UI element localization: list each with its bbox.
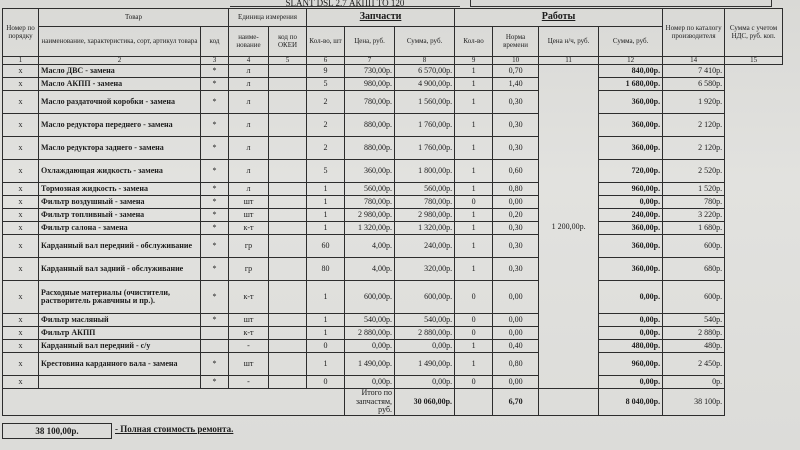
parts-price: 780,00р. [345,91,395,114]
works-qty: 1 [455,222,493,235]
works-sum: 960,00р. [599,353,663,376]
parts-price: 540,00р. [345,314,395,327]
hdr-unit-name: наиме- нование [229,27,269,57]
works-sum: 360,00р. [599,258,663,281]
hdr-parts-sum: Сумма, руб. [395,27,455,57]
total-amount: 38 100,00р. [2,423,112,439]
works-qty: 1 [455,160,493,183]
row-marker: х [3,160,39,183]
works-sum: 360,00р. [599,114,663,137]
works-sum: 1 680,00р. [599,78,663,91]
vat-total: 0р. [663,376,725,389]
works-qty: 1 [455,114,493,137]
works-qty: 1 [455,78,493,91]
vat-total: 680р. [663,258,725,281]
works-sum: 360,00р. [599,91,663,114]
hdr-works-norm: Норма времени [493,27,539,57]
item-code: * [201,114,229,137]
row-marker: х [3,376,39,389]
totals-norm-sum: 6,70 [493,389,539,415]
totals-grand: 38 100р. [663,389,725,415]
parts-qty: 1 [307,209,345,222]
item-name: Охлаждающая жидкость - замена [39,160,201,183]
item-code: * [201,196,229,209]
works-norm: 0,00 [493,376,539,389]
item-okei [269,183,307,196]
item-unit: шт [229,353,269,376]
works-sum: 0,00р. [599,327,663,340]
parts-qty: 1 [307,222,345,235]
item-unit: шт [229,314,269,327]
item-unit: - [229,376,269,389]
parts-qty: 1 [307,196,345,209]
column-number: 15 [725,57,783,65]
item-name: Крестовина карданного вала - замена [39,353,201,376]
item-name: Фильтр салона - замена [39,222,201,235]
item-name: Карданный вал задний - обслуживание [39,258,201,281]
parts-qty: 0 [307,376,345,389]
vat-total: 780р. [663,196,725,209]
item-okei [269,65,307,78]
parts-qty: 2 [307,91,345,114]
vat-total: 480р. [663,340,725,353]
parts-sum: 4 900,00р. [395,78,455,91]
item-code: * [201,160,229,183]
column-number: 9 [455,57,493,65]
works-norm: 0,00 [493,327,539,340]
column-numbers-row [3,57,783,65]
parts-qty: 2 [307,114,345,137]
parts-sum: 1 760,00р. [395,137,455,160]
item-code: * [201,137,229,160]
works-qty: 0 [455,196,493,209]
works-sum: 480,00р. [599,340,663,353]
parts-qty: 5 [307,78,345,91]
works-sum: 840,00р. [599,65,663,78]
works-sum: 0,00р. [599,376,663,389]
vat-total: 2 880р. [663,327,725,340]
parts-price: 980,00р. [345,78,395,91]
column-number: 6 [307,57,345,65]
column-number: 3 [201,57,229,65]
item-code: * [201,91,229,114]
item-okei [269,340,307,353]
parts-sum: 1 560,00р. [395,91,455,114]
parts-price: 730,00р. [345,65,395,78]
item-name [39,376,201,389]
row-marker: х [3,91,39,114]
item-unit: л [229,183,269,196]
totals-label: Итого по запчастям, руб. [345,389,395,415]
parts-price: 880,00р. [345,137,395,160]
item-unit: шт [229,196,269,209]
item-code: * [201,183,229,196]
works-qty: 1 [455,209,493,222]
column-number: 10 [493,57,539,65]
works-norm: 0,40 [493,340,539,353]
table-row [3,91,783,114]
hdr-parts: Запчасти [307,9,455,27]
table-row [3,235,783,258]
table-row [3,340,783,353]
item-code [201,340,229,353]
row-marker: х [3,281,39,314]
column-number: 1 [3,57,39,65]
parts-price: 560,00р. [345,183,395,196]
item-unit: - [229,340,269,353]
top-header-strip [0,0,800,8]
item-okei [269,235,307,258]
works-norm: 0,00 [493,196,539,209]
parts-qty: 1 [307,281,345,314]
vat-total: 2 450р. [663,353,725,376]
parts-sum: 0,00р. [395,376,455,389]
vat-total: 600р. [663,281,725,314]
item-name: Карданный вал передний - обслуживание [39,235,201,258]
works-qty: 1 [455,235,493,258]
parts-sum: 1 490,00р. [395,353,455,376]
item-code: * [201,222,229,235]
item-code: * [201,235,229,258]
row-marker: х [3,327,39,340]
item-name: Фильтр масляный [39,314,201,327]
works-sum: 0,00р. [599,281,663,314]
parts-qty: 1 [307,327,345,340]
item-name: Масло раздаточной коробки - замена [39,91,201,114]
table-row [3,78,783,91]
item-unit: л [229,114,269,137]
item-okei [269,258,307,281]
hourly-rate: 1 200,00р. [539,65,599,389]
row-marker: х [3,137,39,160]
works-sum: 360,00р. [599,235,663,258]
row-marker: х [3,114,39,137]
total-caption: - Полная стоимость ремонта. [115,424,234,434]
item-code: * [201,209,229,222]
works-qty: 0 [455,281,493,314]
item-name: Фильтр АКПП [39,327,201,340]
footer [2,421,800,441]
item-name: Фильтр топливный - замена [39,209,201,222]
column-number: 2 [39,57,201,65]
works-qty: 1 [455,258,493,281]
parts-qty: 0 [307,340,345,353]
item-okei [269,376,307,389]
row-marker: х [3,258,39,281]
works-qty: 1 [455,91,493,114]
works-norm: 0,80 [493,183,539,196]
hdr-product-name: наименование, характеристика, сорт, артикул товара [39,27,201,57]
parts-qty: 1 [307,314,345,327]
table-row [3,258,783,281]
vat-total: 2 520р. [663,160,725,183]
works-norm: 0,00 [493,281,539,314]
works-norm: 0,20 [493,209,539,222]
parts-sum: 780,00р. [395,196,455,209]
repair-estimate-table [2,8,783,416]
item-code: * [201,258,229,281]
parts-price: 2 880,00р. [345,327,395,340]
item-okei [269,209,307,222]
hdr-vat-sum: Сумма с учетом НДС, руб. коп. [725,9,783,57]
hdr-works: Работы [455,9,663,27]
table-row [3,281,783,314]
works-qty: 1 [455,137,493,160]
table-row [3,314,783,327]
works-norm: 0,30 [493,91,539,114]
row-marker: х [3,314,39,327]
item-okei [269,91,307,114]
vat-total: 6 580р. [663,78,725,91]
column-number: 11 [539,57,599,65]
hdr-product: Товар [39,9,229,27]
item-unit: гр [229,235,269,258]
column-number: 14 [663,57,725,65]
column-number: 7 [345,57,395,65]
works-norm: 0,30 [493,222,539,235]
row-marker: х [3,235,39,258]
totals-spacer [3,389,345,415]
table-row [3,160,783,183]
works-norm: 0,70 [493,65,539,78]
item-code: * [201,353,229,376]
table-row [3,196,783,209]
parts-qty: 1 [307,183,345,196]
table-row [3,137,783,160]
column-number: 12 [599,57,663,65]
row-marker: х [3,196,39,209]
column-number: 4 [229,57,269,65]
item-okei [269,196,307,209]
works-sum: 360,00р. [599,137,663,160]
item-name: Масло редуктора переднего - замена [39,114,201,137]
item-unit: л [229,91,269,114]
item-unit: л [229,65,269,78]
item-unit: к-т [229,281,269,314]
parts-sum: 6 570,00р. [395,65,455,78]
works-qty: 0 [455,376,493,389]
item-code: * [201,314,229,327]
vat-total: 1 680р. [663,222,725,235]
item-unit: л [229,160,269,183]
parts-price: 1 320,00р. [345,222,395,235]
parts-sum: 600,00р. [395,281,455,314]
parts-sum: 2 880,00р. [395,327,455,340]
table-row [3,353,783,376]
row-marker: х [3,340,39,353]
parts-sum: 540,00р. [395,314,455,327]
vat-total: 1 520р. [663,183,725,196]
works-qty: 1 [455,65,493,78]
works-qty: 1 [455,183,493,196]
totals-spacer-3 [539,389,599,415]
works-qty: 0 [455,327,493,340]
parts-price: 880,00р. [345,114,395,137]
row-marker: х [3,353,39,376]
item-name: Масло ДВС - замена [39,65,201,78]
parts-sum: 240,00р. [395,235,455,258]
hdr-parts-qty: Кол-во, шт [307,27,345,57]
vat-total: 540р. [663,314,725,327]
item-unit: шт [229,209,269,222]
item-name: Масло АКПП - замена [39,78,201,91]
works-norm: 0,60 [493,160,539,183]
item-okei [269,114,307,137]
works-norm: 1,40 [493,78,539,91]
table-row [3,65,783,78]
hdr-works-sum: Сумма, руб. [599,27,663,57]
row-marker: х [3,183,39,196]
parts-sum: 560,00р. [395,183,455,196]
works-norm: 0,80 [493,353,539,376]
hdr-unit-okei: код по ОКЕИ [269,27,307,57]
item-code: * [201,78,229,91]
works-norm: 0,30 [493,258,539,281]
row-marker: х [3,222,39,235]
works-qty: 1 [455,340,493,353]
works-sum: 960,00р. [599,183,663,196]
hdr-works-price: Цена н/ч, руб. [539,27,599,57]
vat-total: 600р. [663,235,725,258]
item-name: Фильтр воздушный - замена [39,196,201,209]
parts-price: 0,00р. [345,340,395,353]
table-row [3,114,783,137]
item-name: Карданный вал передний - с/у [39,340,201,353]
parts-qty: 1 [307,353,345,376]
parts-sum: 0,00р. [395,340,455,353]
parts-qty: 9 [307,65,345,78]
item-unit: л [229,137,269,160]
item-okei [269,222,307,235]
hdr-parts-price: Цена, руб. [345,27,395,57]
row-marker: х [3,65,39,78]
item-code: * [201,281,229,314]
parts-sum: 1 320,00р. [395,222,455,235]
parts-qty: 60 [307,235,345,258]
parts-price: 780,00р. [345,196,395,209]
parts-price: 2 980,00р. [345,209,395,222]
row-marker: х [3,209,39,222]
works-sum: 720,00р. [599,160,663,183]
parts-qty: 5 [307,160,345,183]
works-norm: 0,30 [493,235,539,258]
item-name: Масло редуктора заднего - замена [39,137,201,160]
table-row [3,209,783,222]
parts-qty: 2 [307,137,345,160]
parts-sum: 1 760,00р. [395,114,455,137]
item-okei [269,137,307,160]
item-okei [269,78,307,91]
table-row [3,376,783,389]
item-okei [269,353,307,376]
item-okei [269,281,307,314]
works-norm: 0,30 [493,137,539,160]
column-number: 8 [395,57,455,65]
works-sum: 0,00р. [599,314,663,327]
parts-price: 4,00р. [345,258,395,281]
item-code: * [201,376,229,389]
parts-sum: 1 800,00р. [395,160,455,183]
item-name: Тормозная жидкость - замена [39,183,201,196]
parts-price: 600,00р. [345,281,395,314]
totals-works-sum: 8 040,00р. [599,389,663,415]
works-norm: 0,00 [493,314,539,327]
vat-total: 3 220р. [663,209,725,222]
item-code [201,327,229,340]
works-sum: 240,00р. [599,209,663,222]
row-marker: х [3,78,39,91]
table-row [3,222,783,235]
parts-price: 1 490,00р. [345,353,395,376]
parts-price: 0,00р. [345,376,395,389]
hdr-code: код [201,27,229,57]
parts-sum: 320,00р. [395,258,455,281]
header-title: SLANT DSL 2.7 АКПП ТО 120 [230,0,460,7]
works-sum: 360,00р. [599,222,663,235]
works-qty: 1 [455,353,493,376]
table-row [3,327,783,340]
item-unit: к-т [229,327,269,340]
vat-total: 2 120р. [663,137,725,160]
item-unit: к-т [229,222,269,235]
totals-parts-sum: 30 060,00р. [395,389,455,415]
vat-total: 2 120р. [663,114,725,137]
works-qty: 0 [455,314,493,327]
header-box [470,0,772,7]
item-okei [269,160,307,183]
works-sum: 0,00р. [599,196,663,209]
hdr-catalog: Номер по каталогу производителя [663,9,725,57]
item-unit: гр [229,258,269,281]
hdr-num: Номер по порядку [3,9,39,57]
item-okei [269,314,307,327]
vat-total: 1 920р. [663,91,725,114]
parts-qty: 80 [307,258,345,281]
item-name: Расходные материалы (очистители, растворитель ржавчины и пр.). [39,281,201,314]
item-code: * [201,65,229,78]
parts-sum: 2 980,00р. [395,209,455,222]
table-row [3,183,783,196]
column-number: 5 [269,57,307,65]
item-okei [269,327,307,340]
hdr-unit: Единица измерения [229,9,307,27]
totals-row [3,389,783,415]
works-norm: 0,30 [493,114,539,137]
vat-total: 7 410р. [663,65,725,78]
item-unit: л [229,78,269,91]
totals-spacer-2 [455,389,493,415]
parts-price: 360,00р. [345,160,395,183]
parts-price: 4,00р. [345,235,395,258]
hdr-works-qty: Кол-во [455,27,493,57]
